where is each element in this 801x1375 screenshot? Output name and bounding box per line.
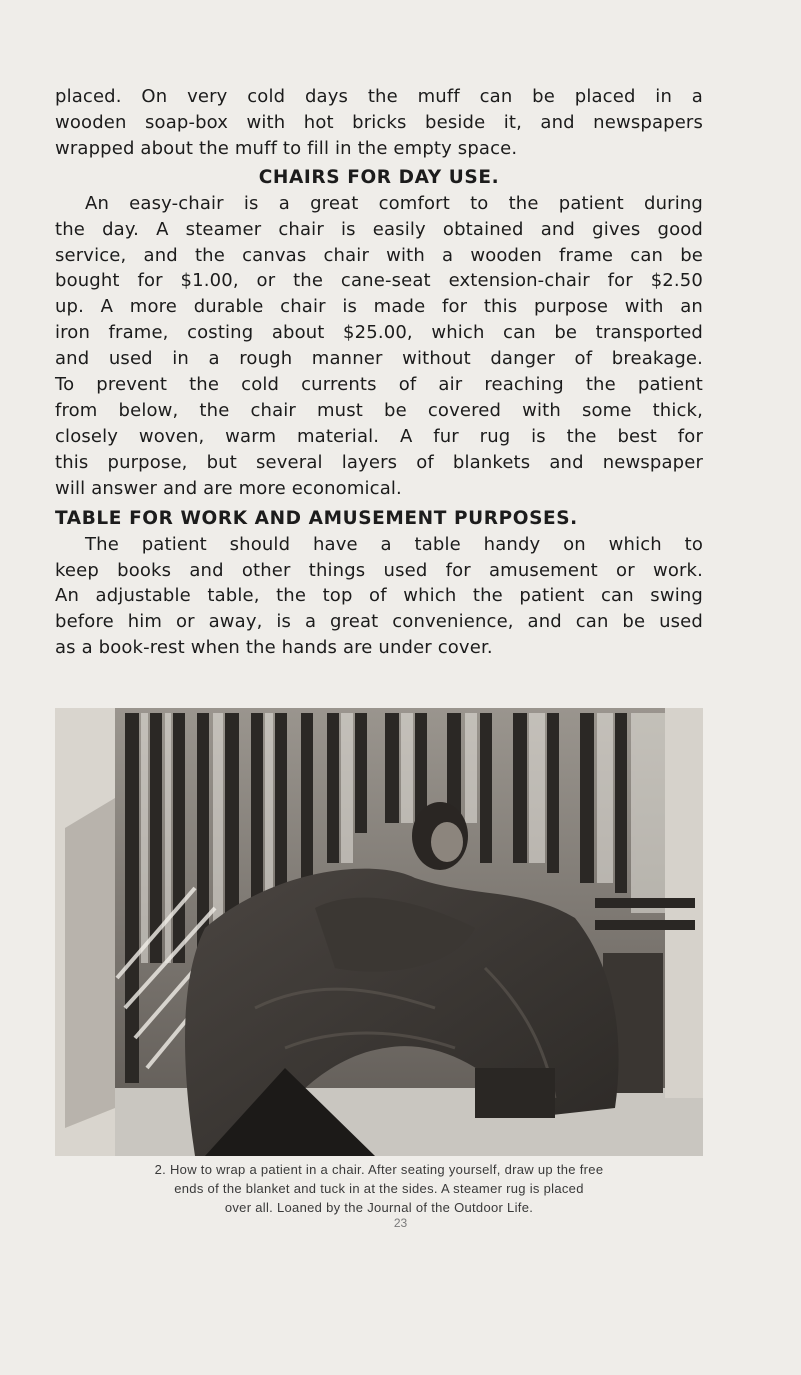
text-line: wrapped about the muff to fill in the empty space. bbox=[55, 137, 518, 159]
text-line: the day. A steamer chair is easily obtained and gives good bbox=[55, 218, 703, 240]
text-line: service, and the canvas chair with a wooden frame can be bbox=[55, 244, 703, 266]
text-line: closely woven, warm material. A fur rug is the best for bbox=[55, 425, 703, 447]
text-line: keep books and other things used for amusement or work. bbox=[55, 559, 703, 581]
text-line: and used in a rough manner without danger of breakage. bbox=[55, 348, 703, 370]
intro-paragraph bbox=[55, 84, 703, 162]
text-line: will answer and are more economical. bbox=[55, 477, 402, 499]
text-line: To prevent the cold currents of air reaching the patient bbox=[55, 374, 703, 396]
text-line: iron frame, costing about $25.00, which can be transported bbox=[55, 322, 703, 344]
text-line: before him or away, is a great convenience, and can be used bbox=[55, 611, 703, 633]
figure-caption bbox=[55, 1160, 703, 1217]
text-line: placed. On very cold days the muff can be placed in a bbox=[55, 86, 703, 107]
caption-line: 2. How to wrap a patient in a chair. After seating yourself, draw up the free bbox=[154, 1162, 604, 1177]
text-line: An easy-chair is a great comfort to the patient during bbox=[85, 192, 703, 214]
text-line: from below, the chair must be covered with some thick, bbox=[55, 399, 703, 421]
caption-line: over all. Loaned by the Journal of the Outdoor Life. bbox=[224, 1200, 534, 1215]
text-line: wooden soap-box with hot bricks beside it, and newspapers bbox=[55, 111, 703, 133]
chairs-paragraph bbox=[55, 191, 703, 502]
text-line: as a book-rest when the hands are under cover. bbox=[55, 637, 493, 659]
section-heading-table: TABLE FOR WORK AND AMUSEMENT PURPOSES. bbox=[55, 507, 578, 529]
text-line: The patient should have a table handy on which to bbox=[85, 533, 703, 555]
page-body bbox=[55, 84, 703, 661]
text-line: up. A more durable chair is made for this purpose with an bbox=[55, 296, 703, 318]
page-number: 23 bbox=[393, 1216, 408, 1230]
text-line: An adjustable table, the top of which the patient can swing bbox=[55, 585, 703, 607]
text-line: this purpose, but several layers of blankets and newspaper bbox=[55, 451, 703, 473]
section-heading-chairs: CHAIRS FOR DAY USE. bbox=[258, 166, 500, 188]
table-paragraph bbox=[55, 532, 703, 662]
text-line: bought for $1.00, or the cane-seat extension-chair for $2.50 bbox=[55, 270, 703, 292]
caption-line: ends of the blanket and tuck in at the sides. A steamer rug is placed bbox=[174, 1181, 584, 1196]
photo-patient-wrapped-in-chair bbox=[55, 708, 703, 1156]
